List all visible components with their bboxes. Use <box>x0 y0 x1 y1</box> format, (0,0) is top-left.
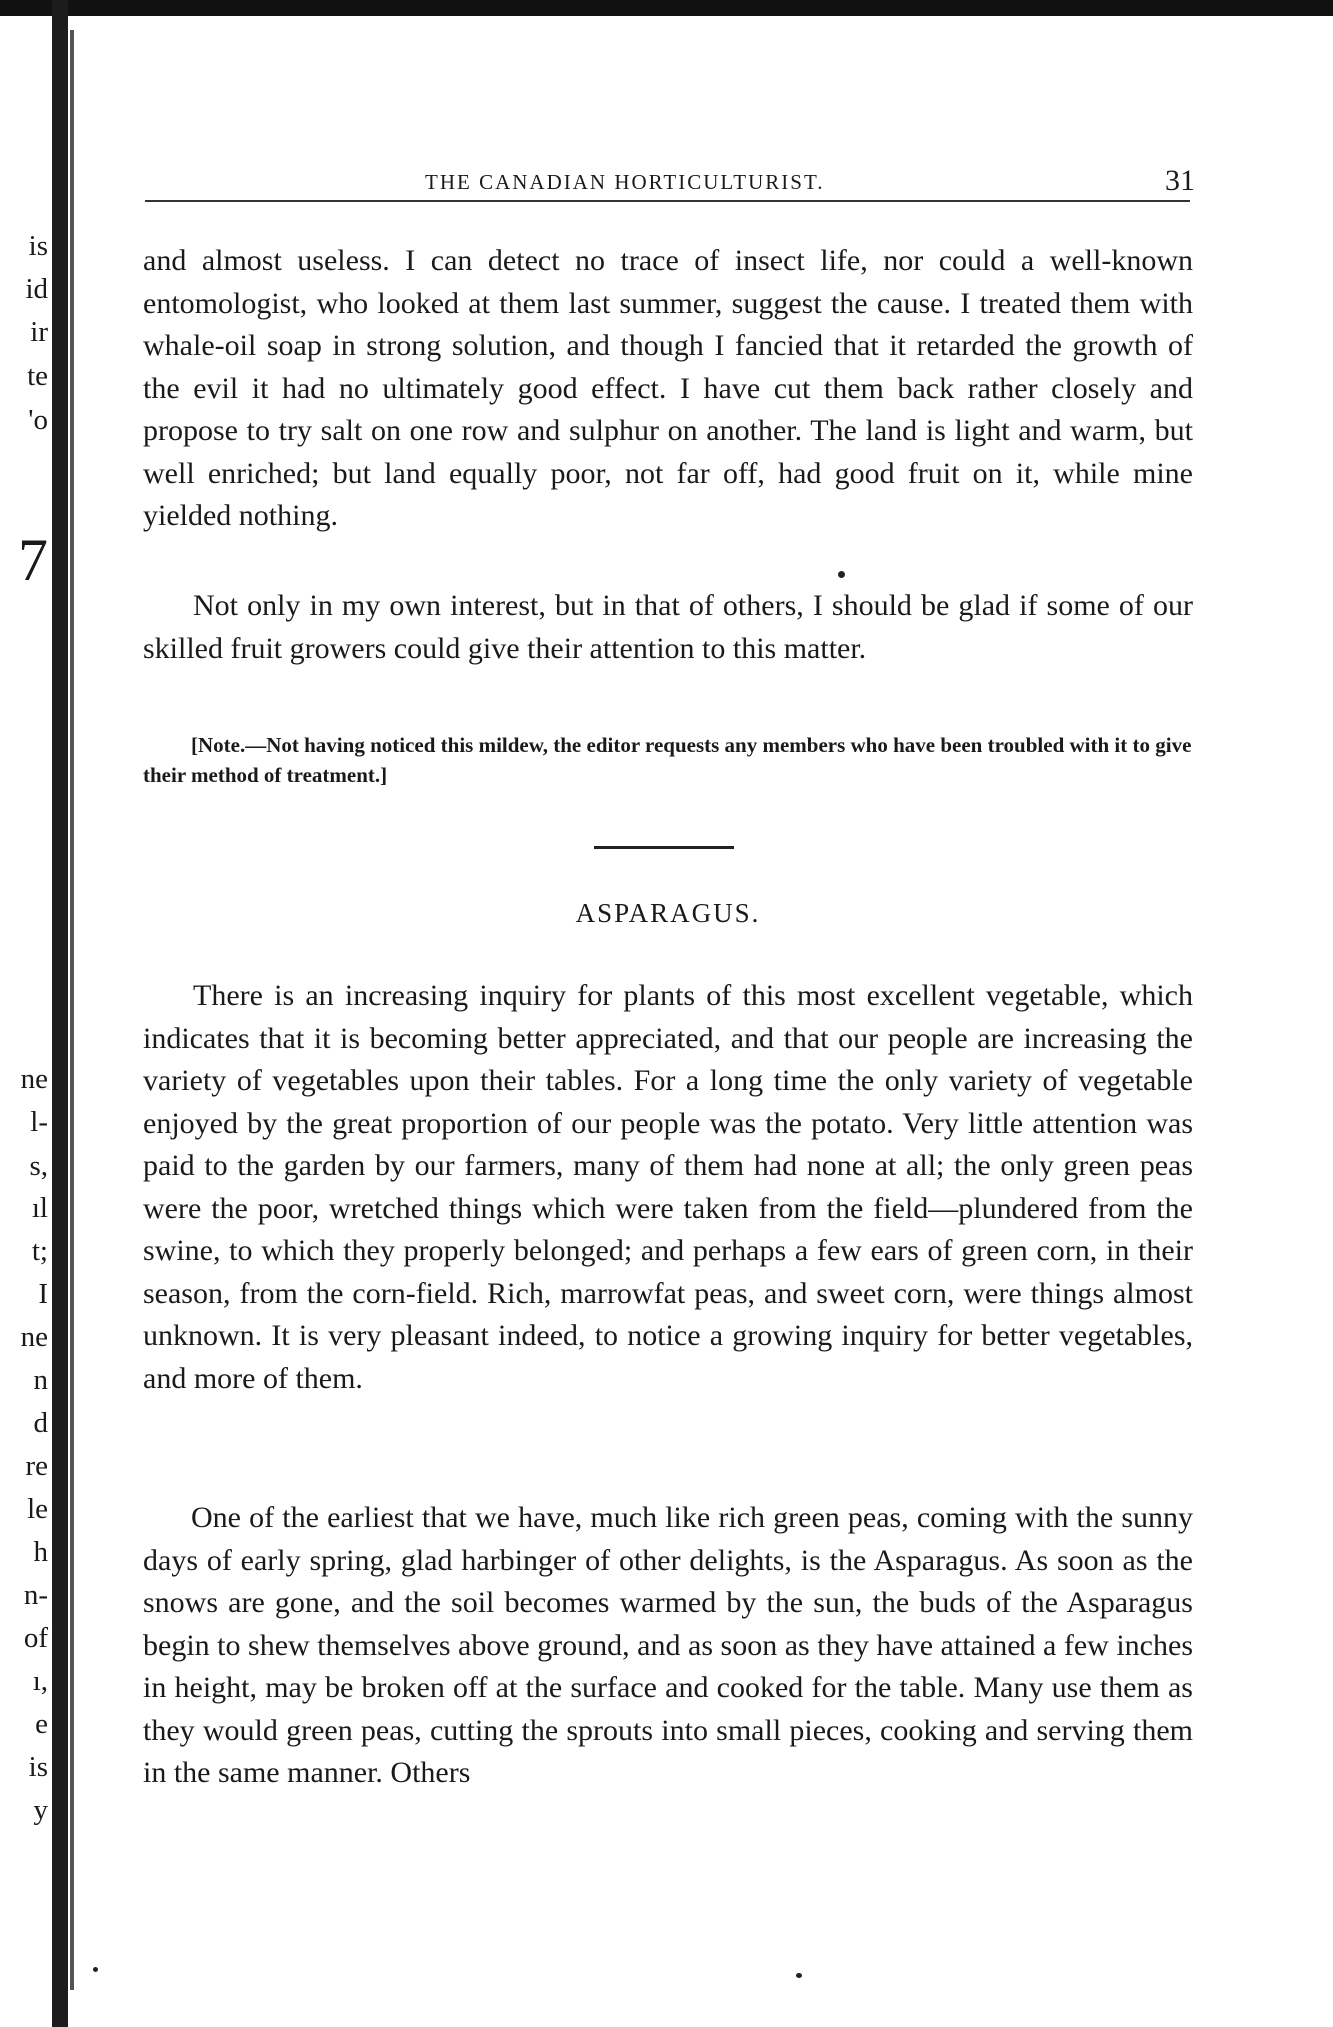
facing-page-fragments <box>0 0 50 2027</box>
section-title: ASPARAGUS. <box>575 898 761 928</box>
margin-fragment: I <box>38 1278 48 1310</box>
margin-fragment: ne <box>20 1063 48 1095</box>
margin-fragment: is <box>28 1751 48 1783</box>
margin-fragment: 7 <box>18 527 48 593</box>
editor-note: [Note.—Not having noticed this mildew, the editor requests any members who have been troubled with it to give their method of treatment.] <box>143 733 1192 787</box>
margin-fragment: te <box>27 360 48 392</box>
margin-fragment: l- <box>30 1106 48 1138</box>
margin-fragment: y <box>33 1794 48 1826</box>
section-divider <box>594 846 734 849</box>
binding-gutter <box>52 0 68 2027</box>
margin-fragment: e <box>35 1708 48 1740</box>
margin-fragment: 'o <box>28 404 48 436</box>
paragraph <box>143 1497 1193 1795</box>
margin-fragment: ne <box>20 1321 48 1353</box>
margin-fragment: is <box>28 230 48 262</box>
margin-fragment: re <box>25 1450 48 1482</box>
page-number: 31 <box>1165 164 1195 197</box>
margin-fragment: of <box>23 1622 48 1654</box>
scan-top-edge <box>0 0 1333 16</box>
margin-fragment: n <box>33 1364 48 1396</box>
print-speck <box>796 1973 802 1978</box>
margin-fragment: id <box>25 273 48 305</box>
margin-fragment: le <box>27 1493 48 1525</box>
paragraph-text: There is an increasing inquiry for plants of this most excellent vegetable, which indicates that it is becoming better appreciated, and that our people are increasing the variety of vegetables upon their tables. For a long time the only variety of vegetable enjoyed by the great proportion of our people was the potato. Very little attention was paid to the garden by our farmers, many of them had none at all; the only green peas were the poor, wretched things which were taken from the field—plundered from the swine, to which they properly belonged; and perhaps a few ears of green corn, in their season, from the corn-field. Rich, marrowfat peas, and sweet corn, were things almost unknown. It is very pleasant indeed, to notice a growing inquiry for better vegetables, and more of them. <box>143 979 1193 1395</box>
print-speck <box>93 1967 98 1972</box>
margin-fragment: ı, <box>32 1665 48 1697</box>
binding-gutter-shadow <box>70 30 74 1990</box>
running-title: THE CANADIAN HORTICULTURIST. <box>425 170 825 194</box>
paragraph-text: and almost useless. I can detect no trace of insect life, nor could a well-known entomologist, who looked at them last summer, suggest the cause. I treated them with whale-oil soap in strong solution, and though I fancied that it retarded the growth of the evil it had no ultimately good effect. I have cut them back rather closely and propose to try salt on one row and sulphur on another. The land is light and warm, but well enriched; but land equally poor, not far off, had good fruit on it, while mine yielded nothing. <box>143 244 1193 532</box>
margin-fragment: n- <box>23 1579 48 1611</box>
paragraph <box>143 240 1193 538</box>
paragraph-text: One of the earliest that we have, much like rich green peas, coming with the sunny days of early spring, glad harbinger of other delights, is the Asparagus. As soon as the snows are gone, and the soil becomes warmed by the sun, the buds of the Asparagus begin to shew themselves above ground, and as soon as they have attained a few inches in height, may be broken off at the surface and cooked for the table. Many use them as they would green peas, cutting the sprouts into small pieces, cooking and serving them in the same manner. Others <box>143 1501 1193 1789</box>
margin-fragment: s, <box>29 1150 48 1182</box>
header-rule <box>145 200 1190 202</box>
paragraph <box>143 975 1193 1400</box>
paragraph <box>143 585 1193 670</box>
margin-fragment: h <box>33 1536 48 1568</box>
margin-fragment: ıl <box>31 1192 48 1224</box>
paragraph-text: Not only in my own interest, but in that of others, I should be glad if some of our skilled fruit growers could give their attention to this matter. <box>143 589 1193 665</box>
margin-fragment: d <box>33 1407 48 1439</box>
margin-fragment: t; <box>31 1235 48 1267</box>
margin-fragment: ir <box>30 316 48 348</box>
print-speck <box>838 571 845 578</box>
